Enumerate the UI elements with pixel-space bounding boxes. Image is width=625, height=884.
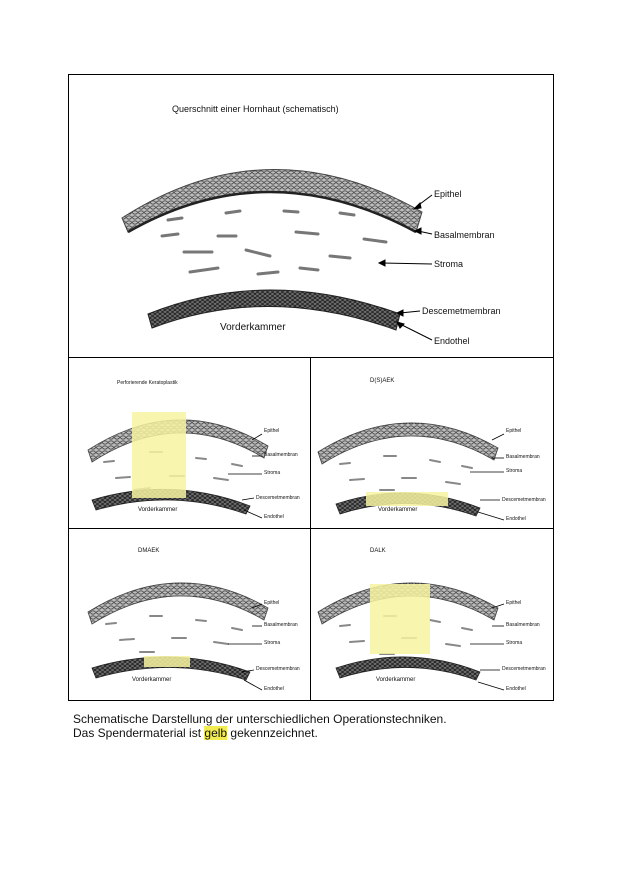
panel3-label-vorderkammer: Vorderkammer: [132, 677, 172, 683]
panel2-label-stroma: Stroma: [506, 468, 523, 474]
main-label-descemetmembran: Descemetmembran: [422, 306, 501, 316]
panel1-label-vorderkammer: Vorderkammer: [138, 507, 178, 513]
panel1-label-stroma: Stroma: [264, 470, 281, 476]
panel1-label-endothel: Endothel: [264, 514, 284, 520]
panel3-label-stroma: Stroma: [264, 640, 281, 646]
panel4-label-stroma: Stroma: [506, 640, 523, 646]
main-title: Querschnitt einer Hornhaut (schematisch): [172, 104, 339, 114]
panel2-label-endothel: Endothel: [506, 516, 526, 522]
panel2-label-basalmembran: Basalmembran: [506, 454, 540, 460]
panel4-label-basalmembran: Basalmembran: [506, 622, 540, 628]
panel4-label-vorderkammer: Vorderkammer: [376, 677, 416, 683]
panel2-label-epithel: Epithel: [506, 428, 522, 434]
panel4-label-endothel: Endothel: [506, 686, 526, 692]
panel3-title: DMAEK: [138, 548, 160, 554]
main-label-stroma: Stroma: [434, 259, 464, 269]
main-label-endothel: Endothel: [434, 336, 470, 346]
panel2-label-vorderkammer: Vorderkammer: [378, 507, 418, 513]
main-label-basalmembran: Basalmembran: [434, 230, 495, 240]
panel4-donor-highlight: [370, 584, 430, 654]
caption-line1: Schematische Darstellung der unterschiedlichen Operationstechniken.: [73, 712, 447, 726]
panel1-label-basalmembran: Basalmembran: [264, 452, 298, 458]
main-stroma-strokes: [162, 211, 386, 274]
panel3-label-basalmembran: Basalmembran: [264, 622, 298, 628]
caption-line2-before: Das Spendermaterial ist: [73, 726, 205, 740]
panel3-drawing: [88, 583, 268, 680]
panel1-title: Perforierende Keratoplastik: [117, 380, 178, 386]
caption-line2: [73, 726, 447, 740]
panel1-label-epithel: Epithel: [264, 428, 280, 434]
panel4-title: DALK: [370, 548, 386, 554]
panel1-drawing: [88, 412, 268, 514]
panel1-donor-highlight: [132, 412, 186, 498]
panel3-label-descemetmembran: Descemetmembran: [256, 666, 300, 672]
panel3-label-endothel: Endothel: [264, 686, 284, 692]
caption-line2-after: gekennzeichnet.: [227, 726, 318, 740]
panel4-label-epithel: Epithel: [506, 600, 522, 606]
panel1-label-descemetmembran: Descemetmembran: [256, 495, 300, 501]
panel4-label-descemetmembran: Descemetmembran: [502, 666, 546, 672]
caption-highlight-gelb: gelb: [204, 726, 228, 740]
panel3-donor-highlight: [144, 656, 190, 667]
main-label-epithel: Epithel: [434, 189, 462, 199]
panel2-donor-highlight: [366, 492, 448, 506]
panel3-label-epithel: Epithel: [264, 600, 280, 606]
panel2-label-descemetmembran: Descemetmembran: [502, 497, 546, 503]
main-label-vorderkammer: Vorderkammer: [220, 322, 286, 333]
panel2-title: D(S)AEK: [370, 378, 395, 384]
panel4-drawing: [318, 583, 498, 680]
main-epithel-layer: [122, 169, 422, 232]
figure-caption: [73, 712, 447, 740]
panel2-drawing: [318, 423, 498, 516]
